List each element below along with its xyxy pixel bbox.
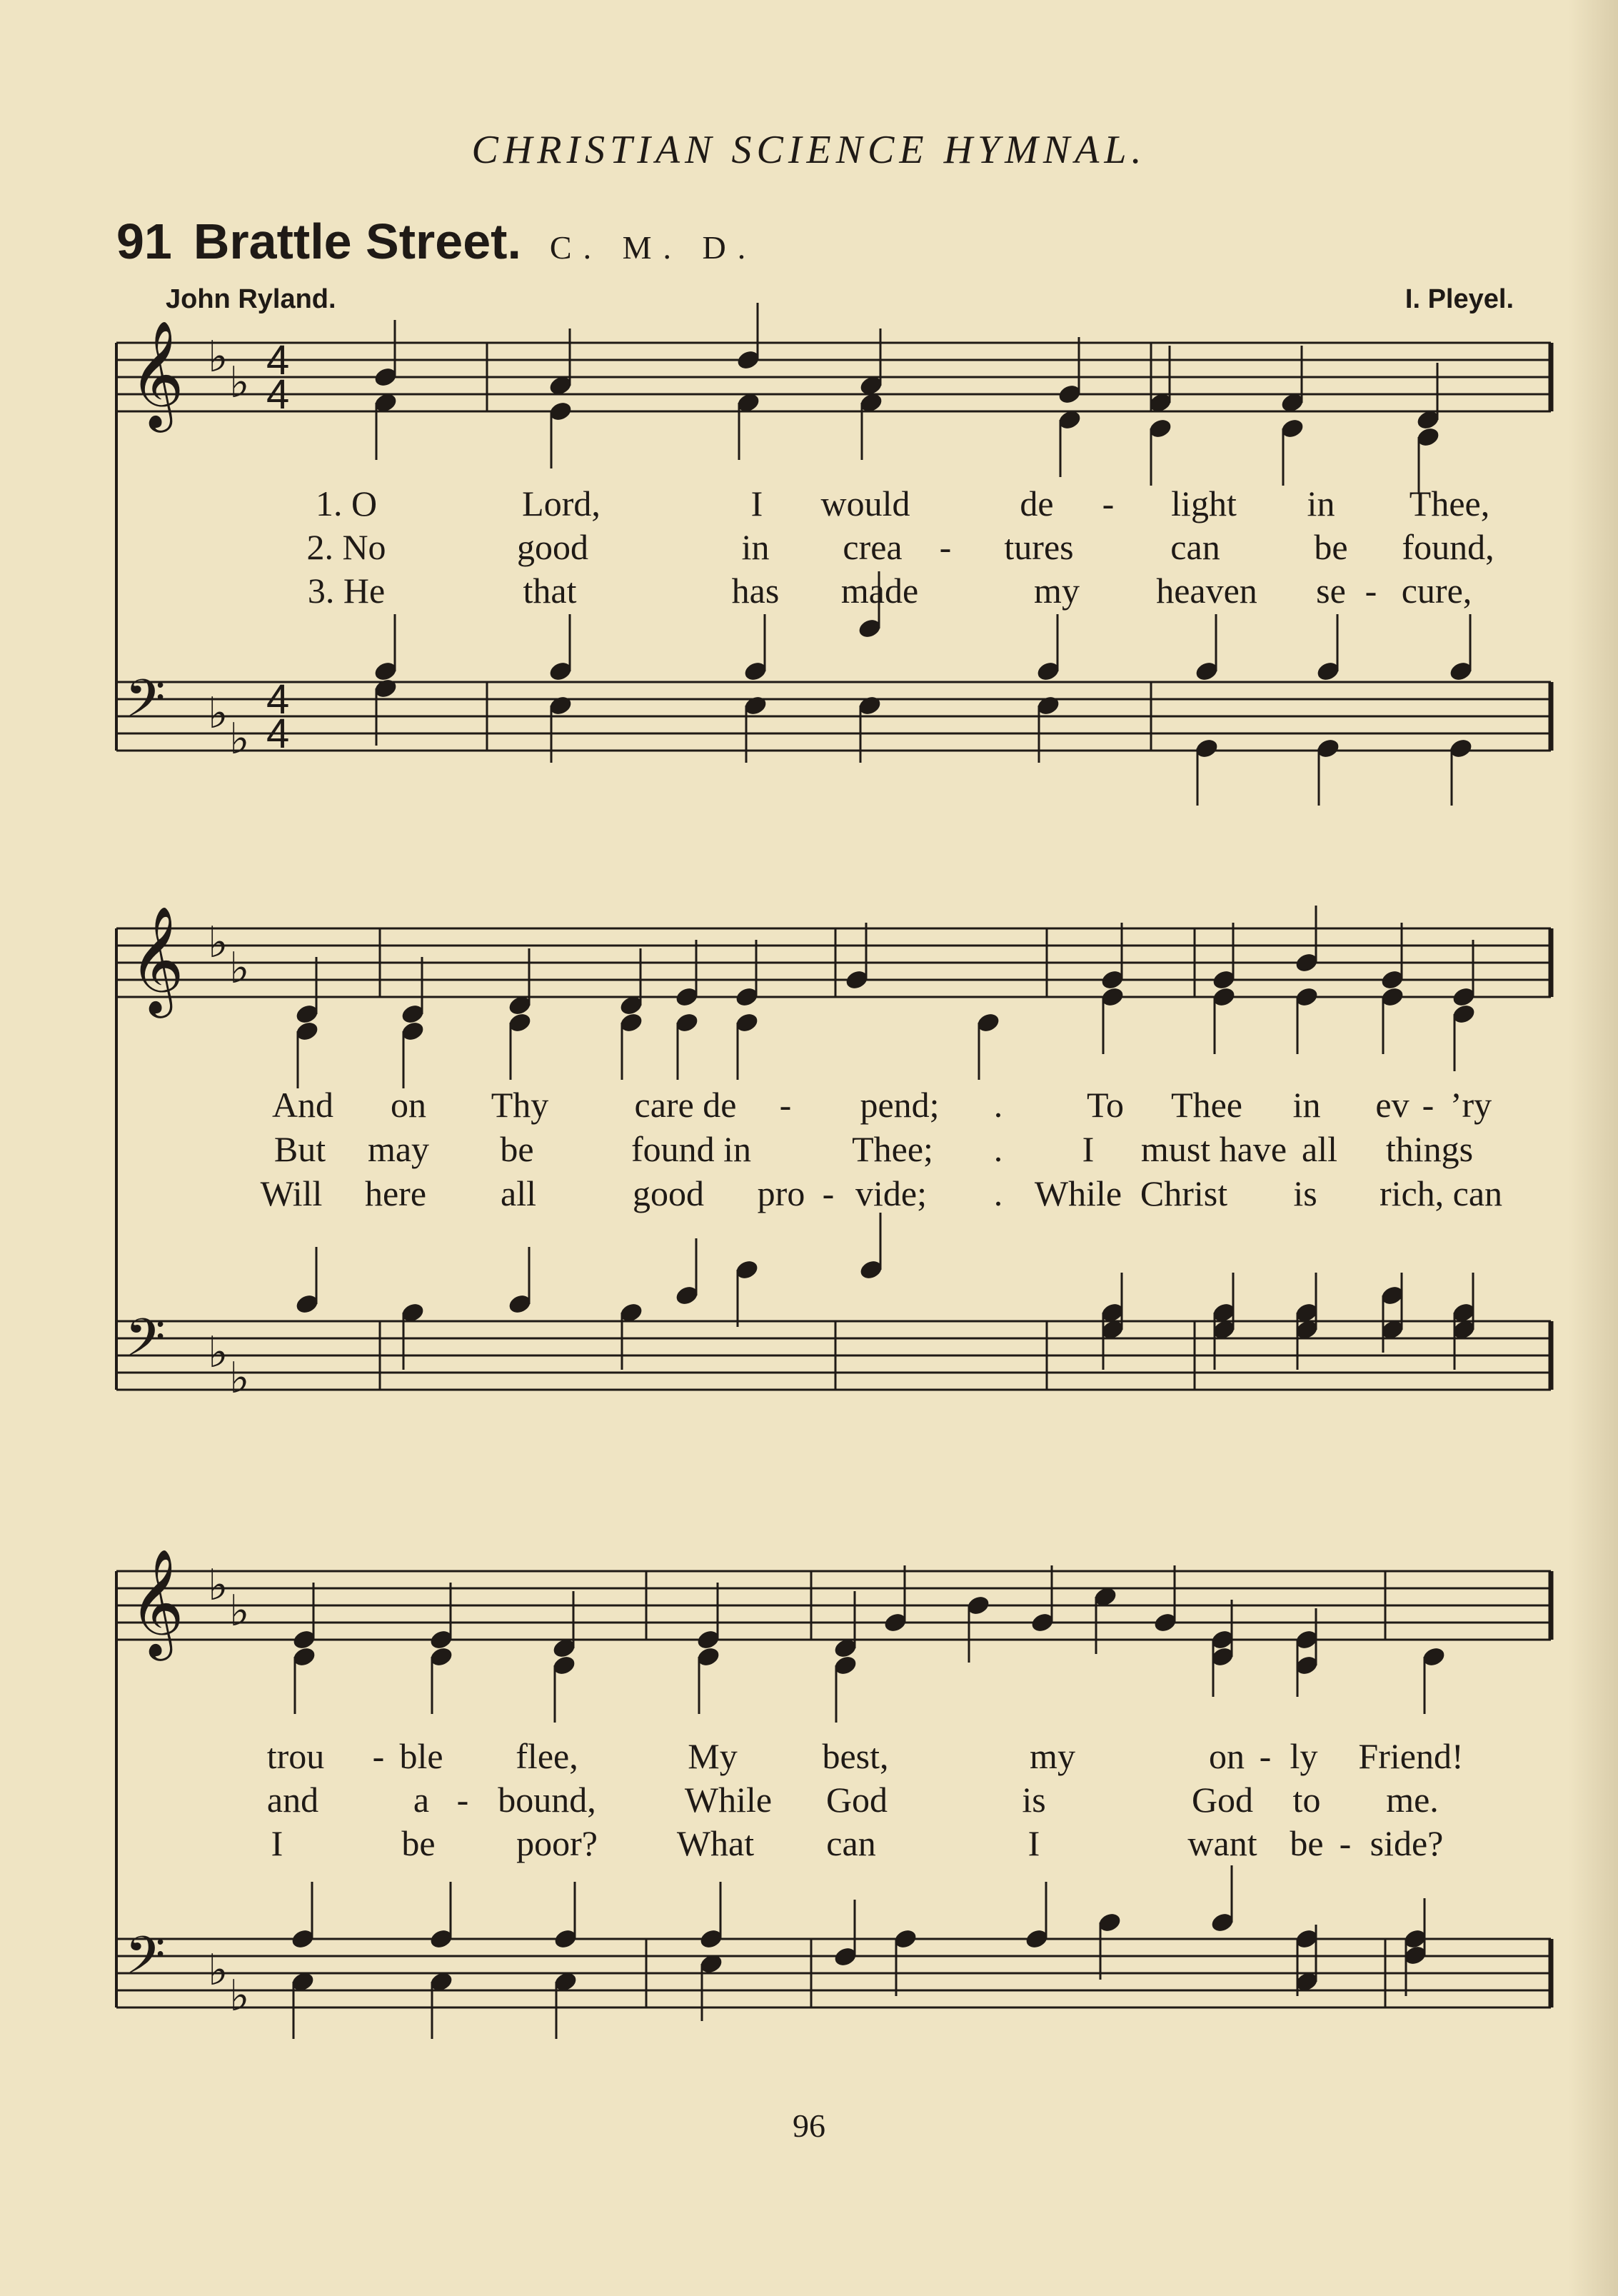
lyric-word: 2. No — [306, 527, 386, 567]
lyric-word: be — [1314, 527, 1348, 567]
key-flat: ♭ — [229, 1971, 250, 2021]
key-flat: ♭ — [229, 358, 250, 408]
key-flat: ♭ — [208, 332, 228, 382]
lyric-word: Lord, — [522, 483, 601, 523]
lyric-word: rich, can — [1379, 1173, 1503, 1213]
lyric-word: ble — [399, 1736, 443, 1776]
lyric-word: ev — [1375, 1085, 1410, 1125]
lyric-hyphen: - — [779, 1085, 792, 1125]
lyric-dot: . — [993, 1173, 1003, 1213]
lyric-word: While — [684, 1780, 773, 1820]
lyric-word: here — [364, 1173, 427, 1213]
lyric-word: God — [1191, 1780, 1254, 1820]
lyric-word: has — [731, 571, 780, 611]
lyric-word: Thee, — [1409, 483, 1490, 523]
lyric-word: to — [1292, 1780, 1321, 1820]
lyric-word: care de — [634, 1085, 737, 1125]
lyric-word: de — [1020, 483, 1054, 523]
bass-clef: 𝄢 — [125, 1307, 166, 1380]
lyric-word: I — [1082, 1129, 1095, 1169]
lyric-word: light — [1171, 483, 1237, 523]
lyric-word: and — [266, 1780, 319, 1820]
lyric-word: Will — [260, 1173, 323, 1213]
lyric-hyphen: - — [1365, 571, 1377, 611]
key-flat: ♭ — [229, 943, 250, 993]
lyric-word: found in — [630, 1129, 752, 1169]
time-signature-digit: 4 — [266, 337, 290, 383]
treble-clef: 𝄞 — [129, 319, 184, 428]
lyric-word: found, — [1402, 527, 1494, 567]
lyric-word: Thy — [491, 1085, 549, 1125]
bass-clef: 𝄢 — [125, 1925, 166, 1998]
lyric-word: trou — [266, 1736, 325, 1776]
lyric-hyphen: - — [1422, 1085, 1434, 1125]
lyric-hyphen: - — [822, 1173, 835, 1213]
lyric-dot: . — [993, 1129, 1003, 1169]
key-flat: ♭ — [208, 688, 228, 738]
lyric-word: good — [517, 527, 588, 567]
lyric-word: can — [826, 1823, 876, 1863]
key-flat: ♭ — [229, 1353, 250, 1403]
lyric-word: My — [688, 1736, 738, 1776]
lyric-word: made — [840, 571, 919, 611]
hymn-title: Brattle Street. — [193, 214, 521, 269]
lyric-word: What — [676, 1823, 755, 1863]
lyric-word: pro — [757, 1173, 805, 1213]
lyric-word: ly — [1290, 1736, 1318, 1776]
lyric-word: best, — [822, 1736, 889, 1776]
lyric-hyphen: - — [1259, 1736, 1272, 1776]
lyric-word: God — [825, 1780, 888, 1820]
key-flat: ♭ — [208, 918, 228, 968]
lyric-word: in — [741, 527, 770, 567]
lyric-word: 3. He — [307, 571, 386, 611]
lyric-word: me. — [1386, 1780, 1439, 1820]
hymn-composer: I. Pleyel. — [1405, 284, 1514, 314]
lyric-word: bound, — [498, 1780, 596, 1820]
treble-clef: 𝄞 — [129, 1548, 184, 1656]
lyric-word: good — [633, 1173, 704, 1213]
lyric-word: And — [271, 1085, 334, 1125]
key-flat: ♭ — [208, 1328, 228, 1378]
lyric-word: poor? — [516, 1823, 598, 1863]
lyric-word: I — [1027, 1823, 1040, 1863]
lyric-word: my — [1030, 1736, 1075, 1776]
time-signature-digit: 4 — [266, 371, 290, 418]
lyric-word: things — [1385, 1129, 1474, 1169]
lyric-word: flee, — [516, 1736, 578, 1776]
lyric-word: be — [1290, 1823, 1324, 1863]
lyric-word: vide; — [855, 1173, 927, 1213]
lyric-word: ’ry — [1449, 1085, 1492, 1125]
lyric-word: all — [501, 1173, 536, 1213]
running-head: CHRISTIAN SCIENCE HYMNAL. — [471, 128, 1147, 172]
lyric-hyphen: - — [456, 1780, 469, 1820]
lyric-word: must have — [1140, 1129, 1287, 1169]
treble-clef: 𝄞 — [129, 905, 184, 1013]
lyric-word: To — [1086, 1085, 1125, 1125]
lyric-word: side? — [1370, 1823, 1444, 1863]
lyric-word: in — [1307, 483, 1335, 523]
lyric-word: Christ — [1140, 1173, 1228, 1213]
lyric-word: be — [500, 1129, 534, 1169]
time-signature-digit: 4 — [266, 676, 290, 723]
key-flat: ♭ — [208, 1560, 228, 1610]
bass-clef: 𝄢 — [125, 668, 166, 741]
lyric-word: I — [271, 1823, 283, 1863]
key-flat: ♭ — [229, 714, 250, 764]
lyric-word: 1. O — [315, 483, 378, 523]
lyric-hyphen: - — [939, 527, 952, 567]
lyric-word: may — [367, 1129, 430, 1169]
hymn-author: John Ryland. — [166, 284, 336, 314]
lyric-word: Thee; — [852, 1129, 933, 1169]
lyric-word: all — [1302, 1129, 1337, 1169]
hymn-number: 91 — [116, 214, 172, 269]
lyric-word: can — [1170, 527, 1220, 567]
lyric-word: tures — [1004, 527, 1074, 567]
lyric-word: se — [1316, 571, 1346, 611]
lyric-word: that — [523, 571, 577, 611]
lyric-word: a — [413, 1780, 430, 1820]
lyric-word: crea — [843, 527, 903, 567]
hymn-meter: C. M. D. — [549, 229, 758, 266]
lyric-word: is — [1022, 1780, 1046, 1820]
lyric-word: on — [1209, 1736, 1245, 1776]
key-flat: ♭ — [229, 1586, 250, 1636]
lyric-word: Thee — [1171, 1085, 1242, 1125]
lyric-word: Friend! — [1358, 1736, 1464, 1776]
lyric-word: in — [1292, 1085, 1321, 1125]
key-flat: ♭ — [208, 1945, 228, 1995]
lyric-word: But — [273, 1129, 326, 1169]
lyric-word: my — [1034, 571, 1080, 611]
lyric-word: on — [391, 1085, 426, 1125]
time-signature-digit: 4 — [266, 711, 290, 757]
lyric-word: pend; — [860, 1085, 940, 1125]
lyric-word: is — [1293, 1173, 1317, 1213]
lyric-word: While — [1034, 1173, 1122, 1213]
page-number: 96 — [793, 2107, 825, 2144]
lyric-word: cure, — [1401, 571, 1472, 611]
lyric-word: I — [750, 483, 763, 523]
lyric-hyphen: - — [1102, 483, 1115, 523]
lyric-dot: . — [993, 1085, 1003, 1125]
lyric-word: would — [820, 483, 910, 523]
lyric-hyphen: - — [372, 1736, 385, 1776]
lyric-word: be — [401, 1823, 436, 1863]
lyric-word: want — [1187, 1823, 1257, 1863]
lyric-hyphen: - — [1339, 1823, 1352, 1863]
lyric-word: heaven — [1156, 571, 1257, 611]
